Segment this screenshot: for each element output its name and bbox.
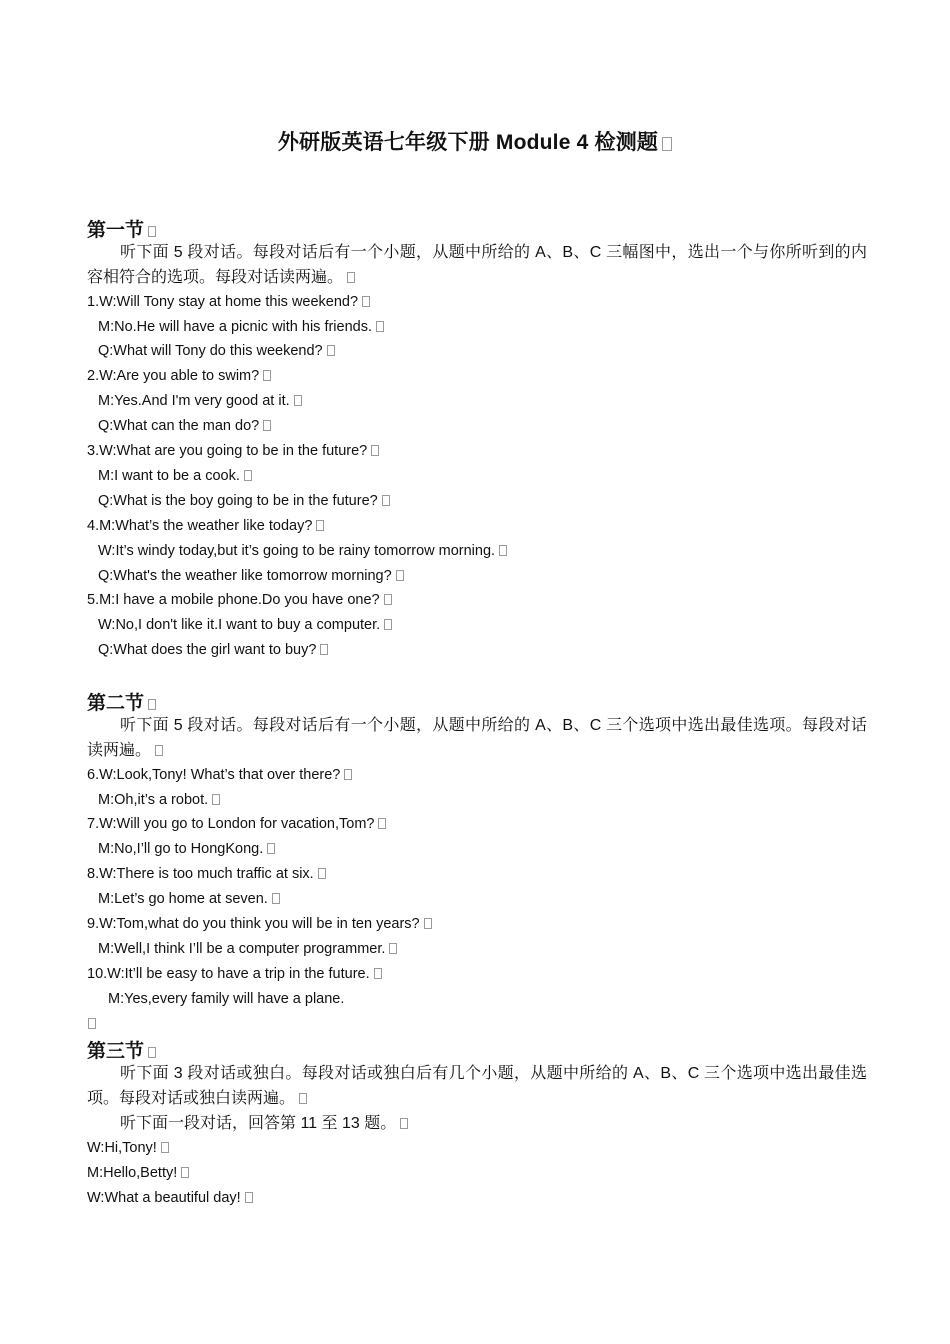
dialogue-line: 6.W:Look,Tony! What’s that over there? <box>87 767 352 783</box>
paragraph-mark-icon <box>662 137 672 151</box>
dialogue-line: Q:What can the man do? <box>98 418 271 434</box>
section-2-heading: 第二节 <box>87 688 156 715</box>
paragraph-mark-icon <box>344 769 352 780</box>
dialogue-line: M:Yes.And I'm very good at it. <box>98 393 302 409</box>
dialogue-line: W:No,I don't like it.I want to buy a computer. <box>98 617 392 633</box>
dialogue-line: M:Oh,it’s a robot. <box>98 792 220 808</box>
paragraph-mark-icon <box>384 594 392 605</box>
empty-paragraph <box>87 1016 96 1032</box>
dialogue-line: Q:What does the girl want to buy? <box>98 642 328 658</box>
paragraph-mark-icon <box>148 699 156 710</box>
dialogue-line: M:Hello,Betty! <box>87 1165 189 1181</box>
paragraph-mark-icon <box>316 520 324 531</box>
paragraph-mark-icon <box>267 843 275 854</box>
section-1-instructions: 听下面 5 段对话。每段对话后有一个小题，从题中所给的 A、B、C 三幅图中，选出一个与你所听到的内容相符合的选项。每段对话读两遍。 <box>87 244 867 286</box>
section-3-heading: 第三节 <box>87 1036 156 1063</box>
dialogue-line: 8.W:There is too much traffic at six. <box>87 866 326 882</box>
dialogue-line: 3.W:What are you going to be in the future? <box>87 443 379 459</box>
dialogue-line: 10.W:It’ll be easy to have a trip in the future. <box>87 966 382 982</box>
section-3-instructions: 听下面 3 段对话或独白。每段对话或独白后有几个小题，从题中所给的 A、B、C 三个选项中选出最佳选项。每段对话或独白读两遍。 <box>87 1065 867 1107</box>
dialogue-line: Q:What will Tony do this weekend? <box>98 343 335 359</box>
paragraph-mark-icon <box>327 345 335 356</box>
paragraph-mark-icon <box>155 745 163 756</box>
paragraph-mark-icon <box>371 445 379 456</box>
paragraph-mark-icon <box>396 570 404 581</box>
dialogue-line: W:What a beautiful day! <box>87 1190 253 1206</box>
dialogue-line: 2.W:Are you able to swim? <box>87 368 271 384</box>
dialogue-line: Q:What's the weather like tomorrow morning? <box>98 568 404 584</box>
dialogue-line: 1.W:Will Tony stay at home this weekend? <box>87 294 370 310</box>
paragraph-mark-icon <box>320 644 328 655</box>
section-3-sub-instructions: 听下面一段对话，回答第 11 至 13 题。 <box>87 1111 867 1136</box>
dialogue-line: 5.M:I have a mobile phone.Do you have one? <box>87 592 392 608</box>
dialogue-line: Q:What is the boy going to be in the future? <box>98 493 390 509</box>
dialogue-line: 4.M:What’s the weather like today? <box>87 518 324 534</box>
paragraph-mark-icon <box>148 226 156 237</box>
paragraph-mark-icon <box>378 818 386 829</box>
paragraph-mark-icon <box>374 968 382 979</box>
document-title: 外研版英语七年级下册 Module 4 检测题 <box>0 126 950 156</box>
paragraph-mark-icon <box>244 470 252 481</box>
section-2-instructions: 听下面 5 段对话。每段对话后有一个小题，从题中所给的 A、B、C 三个选项中选出最佳选项。每段对话读两遍。 <box>87 717 867 759</box>
paragraph-mark-icon <box>181 1167 189 1178</box>
dialogue-line: M:Well,I think I’ll be a computer programmer. <box>98 941 397 957</box>
dialogue-line: M:No,I’ll go to HongKong. <box>98 841 275 857</box>
paragraph-mark-icon <box>148 1047 156 1058</box>
paragraph-mark-icon <box>384 619 392 630</box>
section-1-heading: 第一节 <box>87 215 156 242</box>
dialogue-line: M:I want to be a cook. <box>98 468 252 484</box>
dialogue-line: W:It’s windy today,but it’s going to be rainy tomorrow morning. <box>98 543 507 559</box>
paragraph-mark-icon <box>294 395 302 406</box>
paragraph-mark-icon <box>245 1192 253 1203</box>
paragraph-mark-icon <box>389 943 397 954</box>
paragraph-mark-icon <box>424 918 432 929</box>
dialogue-line: 9.W:Tom,what do you think you will be in ten years? <box>87 916 432 932</box>
paragraph-mark-icon <box>263 420 271 431</box>
paragraph-mark-icon <box>299 1093 307 1104</box>
dialogue-line: M:Yes,every family will have a plane. <box>108 991 345 1007</box>
paragraph-mark-icon <box>347 272 355 283</box>
dialogue-line: 7.W:Will you go to London for vacation,Tom? <box>87 816 386 832</box>
paragraph-mark-icon <box>362 296 370 307</box>
paragraph-mark-icon <box>382 495 390 506</box>
paragraph-mark-icon <box>499 545 507 556</box>
dialogue-line: M:Let’s go home at seven. <box>98 891 280 907</box>
paragraph-mark-icon <box>88 1018 96 1029</box>
paragraph-mark-icon <box>272 893 280 904</box>
paragraph-mark-icon <box>212 794 220 805</box>
paragraph-mark-icon <box>400 1118 408 1129</box>
dialogue-line: M:No.He will have a picnic with his friends. <box>98 319 384 335</box>
paragraph-mark-icon <box>161 1142 169 1153</box>
paragraph-mark-icon <box>376 321 384 332</box>
dialogue-line: W:Hi,Tony! <box>87 1140 169 1156</box>
paragraph-mark-icon <box>318 868 326 879</box>
paragraph-mark-icon <box>263 370 271 381</box>
